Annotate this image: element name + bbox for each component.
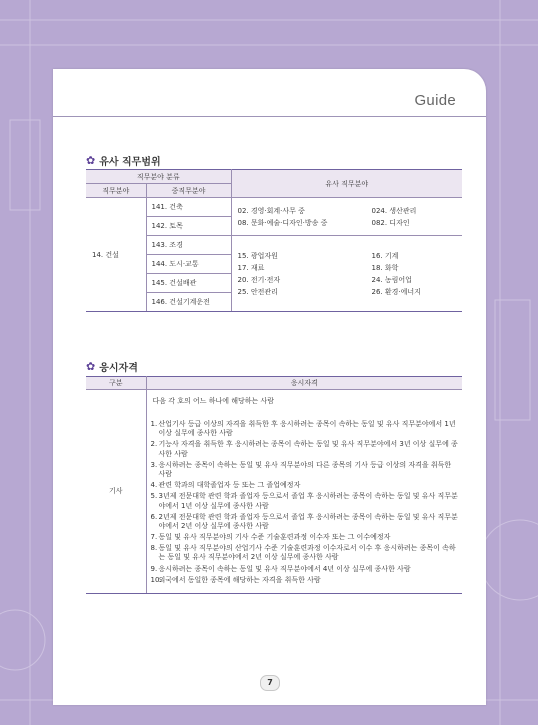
subfield-cell: 144. 도시·교통 bbox=[146, 255, 231, 274]
list-item-number: 1. bbox=[150, 420, 158, 428]
qualification-lead: 다음 각 호의 어느 하나에 해당하는 사람 bbox=[152, 397, 275, 405]
header-qualification: 응시자격 bbox=[146, 377, 462, 390]
list-item-text: 관련 학과의 대학졸업자 등 또는 그 졸업예정자 bbox=[158, 481, 301, 490]
similar-item: 02. 경영·회계·사무 중 bbox=[237, 206, 305, 215]
similar-item: 26. 환경·에너지 bbox=[371, 287, 421, 296]
list-item-number: 6. bbox=[150, 512, 158, 521]
similar-group-b bbox=[231, 236, 462, 312]
section-title-qualification bbox=[86, 359, 138, 374]
header-category: 구분 bbox=[86, 377, 146, 390]
list-item-number: 8. bbox=[150, 544, 158, 553]
category-cell: 기사 bbox=[86, 390, 146, 594]
flower-bullet-icon: ✿ bbox=[86, 360, 96, 373]
similar-item: 16. 기계 bbox=[371, 251, 399, 260]
similar-item: 18. 화학 bbox=[371, 263, 399, 272]
list-item-text: 동일 및 유사 직무분야의 산업기사 수준 기술훈련과정 이수자로서 이수 후 응시하려는 종목이 속하는 동일 및 유사 직무분야에서 2년 이상 실무에 종사한 사람 bbox=[158, 544, 456, 562]
qualification-cell bbox=[146, 390, 462, 594]
list-item bbox=[151, 492, 463, 511]
list-item-text: 응시하려는 종목이 속하는 동일 및 유사 직무분야에서 4년 이상 실무에 종사한 사람 bbox=[158, 564, 411, 573]
list-item bbox=[151, 420, 463, 439]
similar-item: 25. 안전관리 bbox=[237, 287, 278, 296]
list-item bbox=[151, 533, 463, 542]
page-sheet bbox=[53, 69, 486, 705]
list-item bbox=[151, 565, 463, 574]
list-item-text: 응시하려는 종목이 속하는 동일 및 유사 직무분야의 다른 종목의 기사 등급 이상의 자격을 취득한 사람 bbox=[158, 460, 452, 479]
list-item-number: 10. bbox=[150, 575, 162, 584]
main-field-cell: 14. 건설 bbox=[86, 198, 146, 312]
header-subfield: 중직무분야 bbox=[146, 184, 231, 198]
similar-item: 082. 디자인 bbox=[371, 218, 410, 227]
list-item-number: 2. bbox=[150, 440, 158, 449]
header-similar: 유사 직무분야 bbox=[231, 170, 462, 198]
section-title-similar-range bbox=[86, 153, 161, 168]
list-item-number: 4. bbox=[150, 481, 158, 490]
qualification-table bbox=[86, 376, 462, 594]
list-item-text: 2년제 전문대학 관련 학과 졸업자 등으로서 졸업 후 응시하려는 종목이 속하는 동일 및 유사 직무분야에서 2년 이상 실무에 종사한 사람 bbox=[158, 512, 458, 530]
list-item-number: 9. bbox=[150, 564, 158, 573]
similar-item: 24. 농림어업 bbox=[371, 275, 412, 284]
list-item bbox=[151, 440, 463, 459]
list-item-text: 기능사 자격을 취득한 후 응시하려는 종목이 속하는 동일 및 유사 직무분야에서 3년 이상 실무에 종사한 사람 bbox=[158, 440, 458, 458]
list-item-text: 산업기사 등급 이상의 자격을 취득한 후 응시하려는 종목이 속하는 동일 및 유사 직무분야에서 1년 이상 실무에 종사한 사람 bbox=[158, 420, 456, 438]
subfield-cell: 141. 건축 bbox=[146, 198, 231, 217]
list-item bbox=[151, 576, 463, 585]
subfield-cell: 146. 건설기계운전 bbox=[146, 293, 231, 312]
similar-item: 08. 문화·예술·디자인·방송 중 bbox=[237, 218, 328, 227]
section-title-text: 유사 직무범위 bbox=[99, 157, 161, 168]
list-item bbox=[151, 544, 463, 563]
similar-item: 024. 생산관리 bbox=[371, 206, 417, 215]
list-item-number: 5. bbox=[150, 492, 158, 501]
subfield-cell: 145. 건설배관 bbox=[146, 274, 231, 293]
list-item bbox=[151, 513, 463, 532]
header-group: 직무분야 분류 bbox=[86, 170, 231, 184]
list-item bbox=[151, 461, 463, 480]
similar-item: 15. 광업자원 bbox=[237, 251, 278, 260]
section-title-text: 응시자격 bbox=[99, 363, 138, 374]
page-number: 7 bbox=[260, 675, 280, 691]
subfield-cell: 142. 토목 bbox=[146, 217, 231, 236]
qualification-list bbox=[147, 420, 463, 593]
similar-item: 17. 재료 bbox=[237, 263, 265, 272]
list-item-text: 3년제 전문대학 관련 학과 졸업자 등으로서 졸업 후 응시하려는 종목이 속하는 동일 및 유사 직무분야에서 1년 이상 실무에 종사한 사람 bbox=[158, 492, 458, 510]
list-item bbox=[151, 481, 463, 490]
list-item-text: 동일 및 유사 직무분야의 기사 수준 기술훈련과정 이수자 또는 그 이수예정자 bbox=[158, 533, 391, 542]
flower-bullet-icon: ✿ bbox=[86, 154, 96, 167]
list-item-number: 3. bbox=[150, 460, 158, 469]
subfield-cell: 143. 조경 bbox=[146, 236, 231, 255]
similar-range-table bbox=[86, 169, 462, 312]
header-field: 직무분야 bbox=[86, 184, 146, 198]
header-rule bbox=[53, 116, 486, 117]
list-item-text: 외국에서 동일한 종목에 해당하는 자격을 취득한 사람 bbox=[158, 575, 321, 584]
similar-group-a bbox=[231, 198, 462, 236]
list-item-number: 7. bbox=[150, 533, 158, 542]
guide-label: Guide bbox=[414, 92, 456, 109]
similar-item: 20. 전기·전자 bbox=[237, 275, 281, 284]
